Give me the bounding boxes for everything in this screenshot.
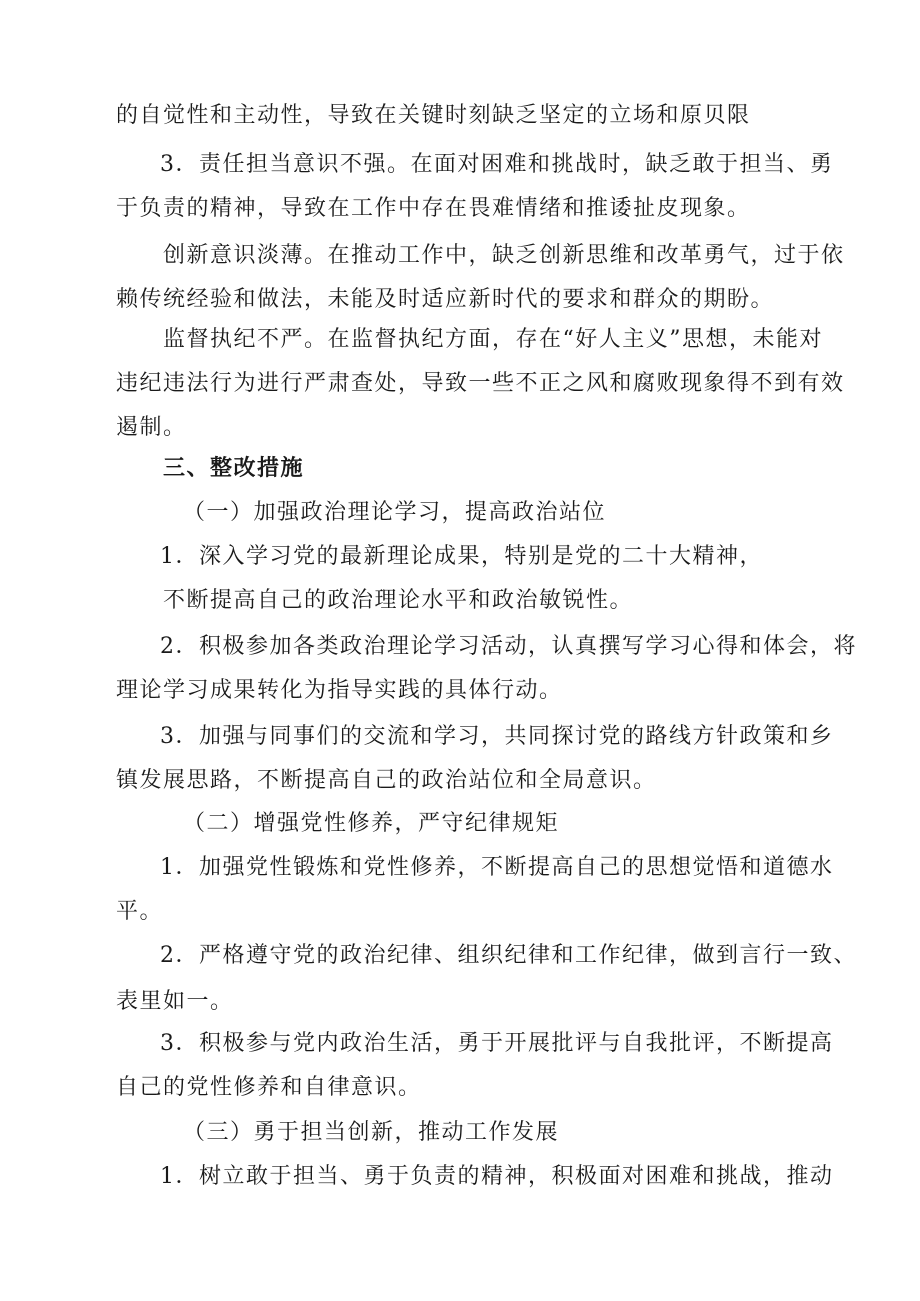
subsection-heading: （三）勇于担当创新，推动工作发展: [183, 1120, 560, 1145]
text-line: 监督执纪不严。在监督执纪方面，存在“好人主义”思想，未能对: [163, 327, 823, 352]
section-heading: 三、整改措施: [163, 456, 305, 481]
text-line: 3．责任担当意识不强。在面对困难和挑战时，缺乏敢于担当、勇: [160, 152, 834, 177]
text-line: 1．树立敢于担当、勇于负责的精神，积极面对困难和挑战，推动: [160, 1164, 834, 1189]
text-line: 3．积极参与党内政治生活，勇于开展批评与自我批评，不断提高: [160, 1031, 834, 1056]
text-line: 于负责的精神，导致在工作中存在畏难情绪和推诿扯皮现象。: [116, 196, 751, 221]
subsection-heading: （二）增强党性修养，严守纪律规矩: [183, 811, 560, 836]
text-line: 表里如一。: [116, 989, 234, 1014]
text-line: 镇发展思路，不断提高自己的政治站位和全局意识。: [116, 768, 657, 793]
text-line: 2．严格遵守党的政治纪律、组织纪律和工作纪律，做到言行一致、: [160, 943, 857, 968]
text-line: 理论学习成果转化为指导实践的具体行动。: [116, 678, 563, 703]
text-line: 2．积极参加各类政治理论学习活动，认真撰写学习心得和体会，将: [160, 634, 857, 659]
text-line: 遏制。: [116, 415, 187, 440]
text-line: 3．加强与同事们的交流和学习，共同探讨党的路线方针政策和乡: [160, 724, 834, 749]
text-line: 1．深入学习党的最新理论成果，特别是党的二十大精神，: [160, 544, 763, 569]
text-line: 1．加强党性锻炼和党性修养，不断提高自己的思想觉悟和道德水: [160, 855, 834, 880]
text-line: 不断提高自己的政治理论水平和政治敏锐性。: [163, 588, 634, 613]
subsection-heading: （一）加强政治理论学习，提高政治站位: [183, 500, 607, 525]
text-line: 平。: [116, 899, 164, 924]
text-line: 自己的党性修养和自律意识。: [116, 1075, 422, 1100]
text-line: 赖传统经验和做法，未能及时适应新时代的要求和群众的期盼。: [116, 287, 775, 312]
text-line: 违纪违法行为进行严肃查处，导致一些不正之风和腐败现象得不到有效: [116, 371, 845, 396]
text-line: 的自觉性和主动性，导致在关键时刻缺乏坚定的立场和原贝限: [116, 103, 751, 128]
text-line: 创新意识淡薄。在推动工作中，缺乏创新思维和改革勇气，过于依: [163, 243, 845, 268]
